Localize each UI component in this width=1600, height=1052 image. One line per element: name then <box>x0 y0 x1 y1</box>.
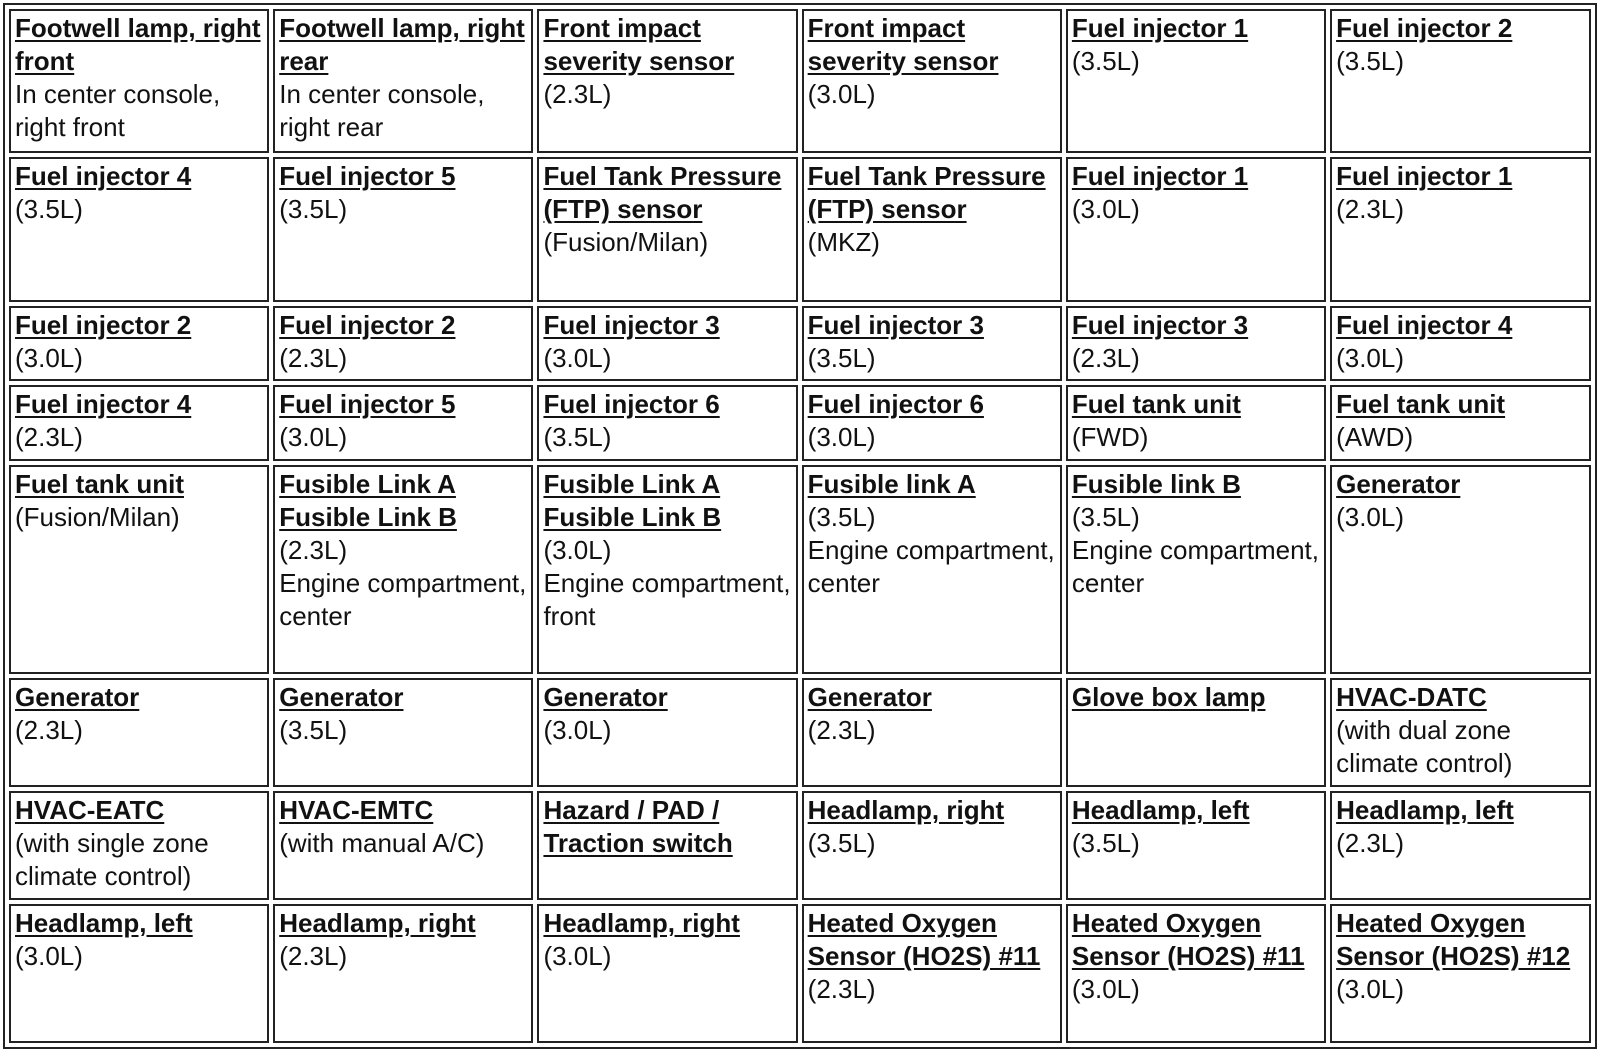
component-link[interactable]: Hazard / PAD / Traction switch <box>543 795 733 859</box>
table-cell <box>9 678 269 787</box>
table-cell <box>9 157 269 302</box>
table-cell <box>1066 157 1326 302</box>
table-row <box>9 904 1591 1043</box>
table-cell <box>273 306 533 381</box>
component-detail: (3.5L) <box>1071 828 1140 859</box>
component-detail: (with dual zone climate control) <box>1336 715 1513 779</box>
component-detail: (3.5L) <box>279 715 348 746</box>
component-link[interactable]: Headlamp, left <box>15 908 193 939</box>
component-link[interactable]: Fuel tank unit <box>15 469 184 500</box>
table-cell <box>273 385 533 461</box>
component-detail: (2.3L) <box>1336 194 1405 224</box>
component-link[interactable]: Fuel injector 6 <box>543 389 720 420</box>
table-cell <box>802 385 1062 461</box>
table-cell <box>537 157 797 302</box>
table-cell <box>537 678 797 787</box>
component-detail: (3.0L) <box>279 422 348 453</box>
component-detail: (2.3L) <box>1071 343 1140 374</box>
table-cell <box>802 465 1062 674</box>
component-detail: (2.3L) <box>807 715 876 746</box>
component-link[interactable]: Heated Oxygen Sensor (HO2S) #12 <box>1336 908 1571 972</box>
table-cell <box>273 678 533 787</box>
component-link[interactable]: Fuel injector 5 <box>279 161 456 191</box>
component-detail: (3.0L) <box>15 343 83 374</box>
component-link[interactable]: Headlamp, right <box>543 908 740 939</box>
component-link[interactable]: HVAC-EMTC <box>279 795 434 826</box>
component-link[interactable]: Fuel injector 1 <box>1336 161 1513 191</box>
component-link[interactable]: Fuel injector 4 <box>1336 310 1513 341</box>
component-link[interactable]: Fuel injector 4 <box>15 389 192 420</box>
component-detail: (2.3L) <box>807 974 876 1005</box>
component-detail: (3.0L) <box>543 941 612 972</box>
component-detail: In center console, right front <box>15 79 221 142</box>
component-detail: (with single zone climate control) <box>15 828 209 892</box>
component-detail: (3.0L) <box>15 941 83 972</box>
component-link[interactable]: Fuel Tank Pressure (FTP) sensor <box>807 161 1046 224</box>
table-cell <box>273 791 533 900</box>
table-cell <box>1330 678 1591 787</box>
component-link[interactable]: Generator <box>807 682 932 713</box>
component-link[interactable]: Headlamp, left <box>1336 795 1514 826</box>
component-location-table <box>3 3 1597 1049</box>
component-link[interactable]: Fusible Link B <box>279 502 457 533</box>
component-link[interactable]: Generator <box>279 682 404 713</box>
component-link[interactable]: Generator <box>15 682 140 713</box>
component-link[interactable]: Fuel injector 6 <box>807 389 984 420</box>
component-link[interactable]: Headlamp, left <box>1071 795 1250 826</box>
component-link[interactable]: Fuel tank unit <box>1071 389 1241 420</box>
component-detail: (3.5L) Engine compartment, center <box>807 502 1055 599</box>
table-cell <box>802 306 1062 381</box>
table-row <box>9 9 1591 153</box>
table-cell <box>273 465 533 674</box>
component-detail: (3.5L) <box>543 422 612 453</box>
table-cell <box>537 9 797 153</box>
component-detail: (2.3L) <box>15 715 83 746</box>
component-link[interactable]: Fuel injector 2 <box>1336 13 1513 43</box>
table-cell <box>1330 9 1591 153</box>
component-detail: (3.5L) <box>1071 46 1140 76</box>
table-cell <box>1066 791 1326 900</box>
component-link[interactable]: Generator <box>1336 469 1461 500</box>
component-link[interactable]: Glove box lamp <box>1071 682 1266 713</box>
component-link[interactable]: Footwell lamp, right front <box>15 13 261 76</box>
table-cell <box>802 904 1062 1043</box>
table-cell <box>1066 9 1326 153</box>
component-link[interactable]: Heated Oxygen Sensor (HO2S) #11 <box>807 908 1041 972</box>
table-row <box>9 791 1591 900</box>
table-cell <box>1066 306 1326 381</box>
table-cell <box>537 791 797 900</box>
table-cell <box>1330 791 1591 900</box>
component-detail: (3.0L) <box>543 715 612 746</box>
component-link[interactable]: Fuel tank unit <box>1336 389 1506 420</box>
component-link[interactable]: Fuel injector 3 <box>1071 310 1249 341</box>
component-detail: (3.0L) <box>1336 343 1405 374</box>
table-row <box>9 157 1591 302</box>
component-detail: (3.0L) <box>1336 502 1405 533</box>
component-detail: (2.3L) <box>279 941 348 972</box>
table-cell <box>273 9 533 153</box>
table-cell <box>1066 904 1326 1043</box>
component-link[interactable]: HVAC-EATC <box>15 795 165 826</box>
component-link[interactable]: Fuel Tank Pressure (FTP) sensor <box>543 161 782 224</box>
table-cell <box>1066 678 1326 787</box>
table-cell <box>1330 306 1591 381</box>
table-cell <box>1066 465 1326 674</box>
table-cell <box>9 9 269 153</box>
component-detail: (3.5L) Engine compartment, center <box>1071 502 1320 599</box>
table-cell <box>802 791 1062 900</box>
table-cell <box>802 678 1062 787</box>
component-detail: (3.0L) <box>807 422 876 453</box>
table-cell <box>802 157 1062 302</box>
component-detail: (3.0L) Engine compartment, front <box>543 535 791 632</box>
component-link[interactable]: Headlamp, right <box>279 908 476 939</box>
table-cell <box>1330 385 1591 461</box>
component-link[interactable]: Fuel injector 4 <box>15 161 192 191</box>
component-link[interactable]: Fuel injector 2 <box>279 310 456 341</box>
component-link[interactable]: Fusible Link A <box>543 469 721 500</box>
component-link[interactable]: Front impact severity sensor <box>807 13 999 76</box>
component-link[interactable]: Fuel injector 2 <box>15 310 192 341</box>
component-link[interactable]: Generator <box>543 682 668 713</box>
table-row <box>9 306 1591 381</box>
component-detail: (3.5L) <box>279 194 348 224</box>
component-link[interactable]: Fuel injector 5 <box>279 389 456 420</box>
table-row <box>9 385 1591 461</box>
component-detail: (AWD) <box>1336 422 1414 453</box>
component-detail: (3.5L) <box>1336 46 1405 76</box>
table-cell <box>1330 465 1591 674</box>
component-link[interactable]: Fusible Link B <box>543 502 722 533</box>
component-link[interactable]: Fusible Link A <box>279 469 456 500</box>
component-link[interactable]: Fuel injector 3 <box>543 310 720 341</box>
component-detail: (with manual A/C) <box>279 828 485 859</box>
component-detail: In center console, right rear <box>279 79 485 142</box>
component-detail: (Fusion/Milan) <box>15 502 180 533</box>
component-detail: (2.3L) <box>543 79 612 109</box>
component-link[interactable]: HVAC-DATC <box>1336 682 1487 713</box>
component-detail: (3.0L) <box>543 343 612 374</box>
table-row <box>9 465 1591 674</box>
component-link[interactable]: Fuel injector 1 <box>1071 161 1249 191</box>
table-cell <box>1330 157 1591 302</box>
table-cell <box>802 9 1062 153</box>
table-cell <box>1066 385 1326 461</box>
component-link[interactable]: Front impact severity sensor <box>543 13 735 76</box>
component-detail: (2.3L) <box>279 343 348 374</box>
component-detail: (2.3L) <box>15 422 83 453</box>
table-cell <box>537 385 797 461</box>
component-detail: (3.5L) <box>807 343 876 374</box>
component-detail: (3.5L) <box>15 194 83 224</box>
table-cell <box>537 306 797 381</box>
component-detail: (3.0L) <box>807 79 876 109</box>
component-detail: (3.5L) <box>807 828 876 859</box>
component-link[interactable]: Fuel injector 1 <box>1071 13 1249 43</box>
table-cell <box>9 904 269 1043</box>
component-link[interactable]: Headlamp, right <box>807 795 1005 826</box>
component-detail: (3.0L) <box>1071 194 1140 224</box>
component-link[interactable]: Fusible link A <box>807 469 976 500</box>
component-link[interactable]: Fusible link B <box>1071 469 1241 500</box>
table-cell <box>9 306 269 381</box>
table-cell <box>273 157 533 302</box>
table-cell <box>9 465 269 674</box>
table-cell <box>1330 904 1591 1043</box>
component-detail: (3.0L) <box>1071 974 1140 1005</box>
component-detail: (2.3L) <box>1336 828 1405 859</box>
component-detail: (MKZ) <box>807 227 880 257</box>
component-detail: (Fusion/Milan) <box>543 227 709 257</box>
table-row <box>9 678 1591 787</box>
table-cell <box>537 465 797 674</box>
table-cell <box>537 904 797 1043</box>
table-cell <box>9 791 269 900</box>
component-detail: (FWD) <box>1071 422 1149 453</box>
component-detail: (3.0L) <box>1336 974 1405 1005</box>
component-link[interactable]: Fuel injector 3 <box>807 310 984 341</box>
table-cell <box>9 385 269 461</box>
component-link[interactable]: Footwell lamp, right rear <box>279 13 525 76</box>
component-detail: (2.3L) Engine compartment, center <box>279 535 527 632</box>
table-cell <box>273 904 533 1043</box>
component-link[interactable]: Heated Oxygen Sensor (HO2S) #11 <box>1071 908 1305 972</box>
